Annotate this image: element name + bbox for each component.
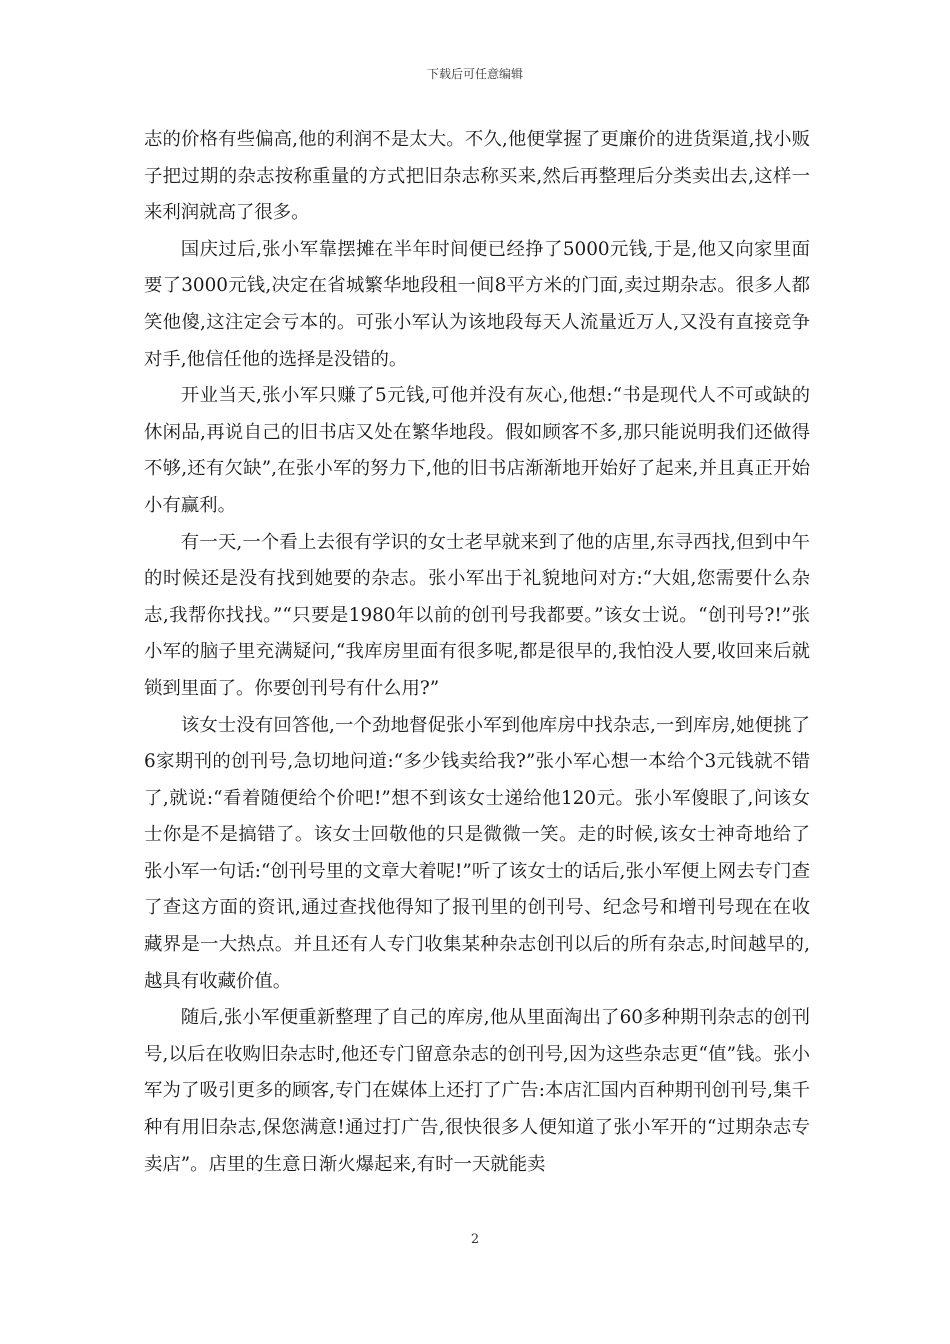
- paragraph-2: 国庆过后,张小军靠摆摊在半年时间便已经挣了5000元钱,于是,他又向家里面要了3000元钱,决定在省城繁华地段租一间8平方米的门面,卖过期杂志。很多人都笑他傻,这注定会亏本的。可张小军认为该地段每天人流量近万人,又没有直接竞争对手,他信任他的选择是没错的。: [144, 238, 810, 370]
- paragraph-1: 志的价格有些偏高,他的利润不是太大。不久,他便掌握了更廉价的进货渠道,找小贩子把过期的杂志按称重量的方式把旧杂志称买来,然后再整理后分类卖出去,这样一来利润就高了很多。: [144, 129, 810, 224]
- paragraph-6: 随后,张小军便重新整理了自己的库房,他从里面淘出了60多种期刊杂志的创刊号,以后在收购旧杂志时,他还专门留意杂志的创刊号,因为这些杂志更“值”钱。张小军为了吸引更多的顾客,专门在媒体上还打了广告:本店汇国内百种期刊创刊号,集千种有用旧杂志,保您满意!通过打广告,很快很多人便知道了张小军开的“过期杂志专卖店”。店里的生意日渐火爆起来,有时一天就能卖: [144, 1007, 810, 1175]
- page-number: 2: [470, 1232, 480, 1247]
- paragraph-3: 开业当天,张小军只赚了5元钱,可他并没有灰心,他想:“书是现代人不可或缺的休闲品,再说自己的旧书店又处在繁华地段。假如顾客不多,那只能说明我们还做得不够,还有欠缺”,在张小军的努力下,他的旧书店渐渐地开始好了起来,并且真正开始小有赢利。: [144, 385, 810, 516]
- page-header: 下载后可任意编辑: [426, 67, 523, 81]
- paragraph-4: 有一天,一个看上去很有学识的女士老早就来到了他的店里,东寻西找,但到中午的时候还是没有找到她要的杂志。张小军出于礼貌地问对方:“大姐,您需要什么杂志,我帮你找找。”“只要是1980年以前的创刊号我都要。”该女士说。“创刊号?!”张小军的脑子里充满疑问,“我库房里面有很多呢,都是很早的,我怕没人要,收回来后就锁到里面了。你要创刊号有什么用?”: [144, 531, 810, 699]
- document-body: [144, 122, 810, 1183]
- paragraph-5: 该女士没有回答他,一个劲地督促张小军到他库房中找杂志,一到库房,她便挑了6家期刊的创刊号,急切地问道:“多少钱卖给我?”张小军心想一本给个3元钱就不错了,就说:“看着随便给个价吧!”想不到该女士递给他120元。张小军傻眼了,问该女士你是不是搞错了。该女士回敬他的只是微微一笑。走的时候,该女士神奇地给了张小军一句话:“创刊号里的文章大着呢!”听了该女士的话后,张小军便上网去专门查了查这方面的资讯,通过查找他得知了报刊里的创刊号、纪念号和增刊号现在在收藏界是一大热点。并且还有人专门收集某种杂志创刊以后的所有杂志,时间越早的,越具有收藏价值。: [144, 714, 810, 992]
